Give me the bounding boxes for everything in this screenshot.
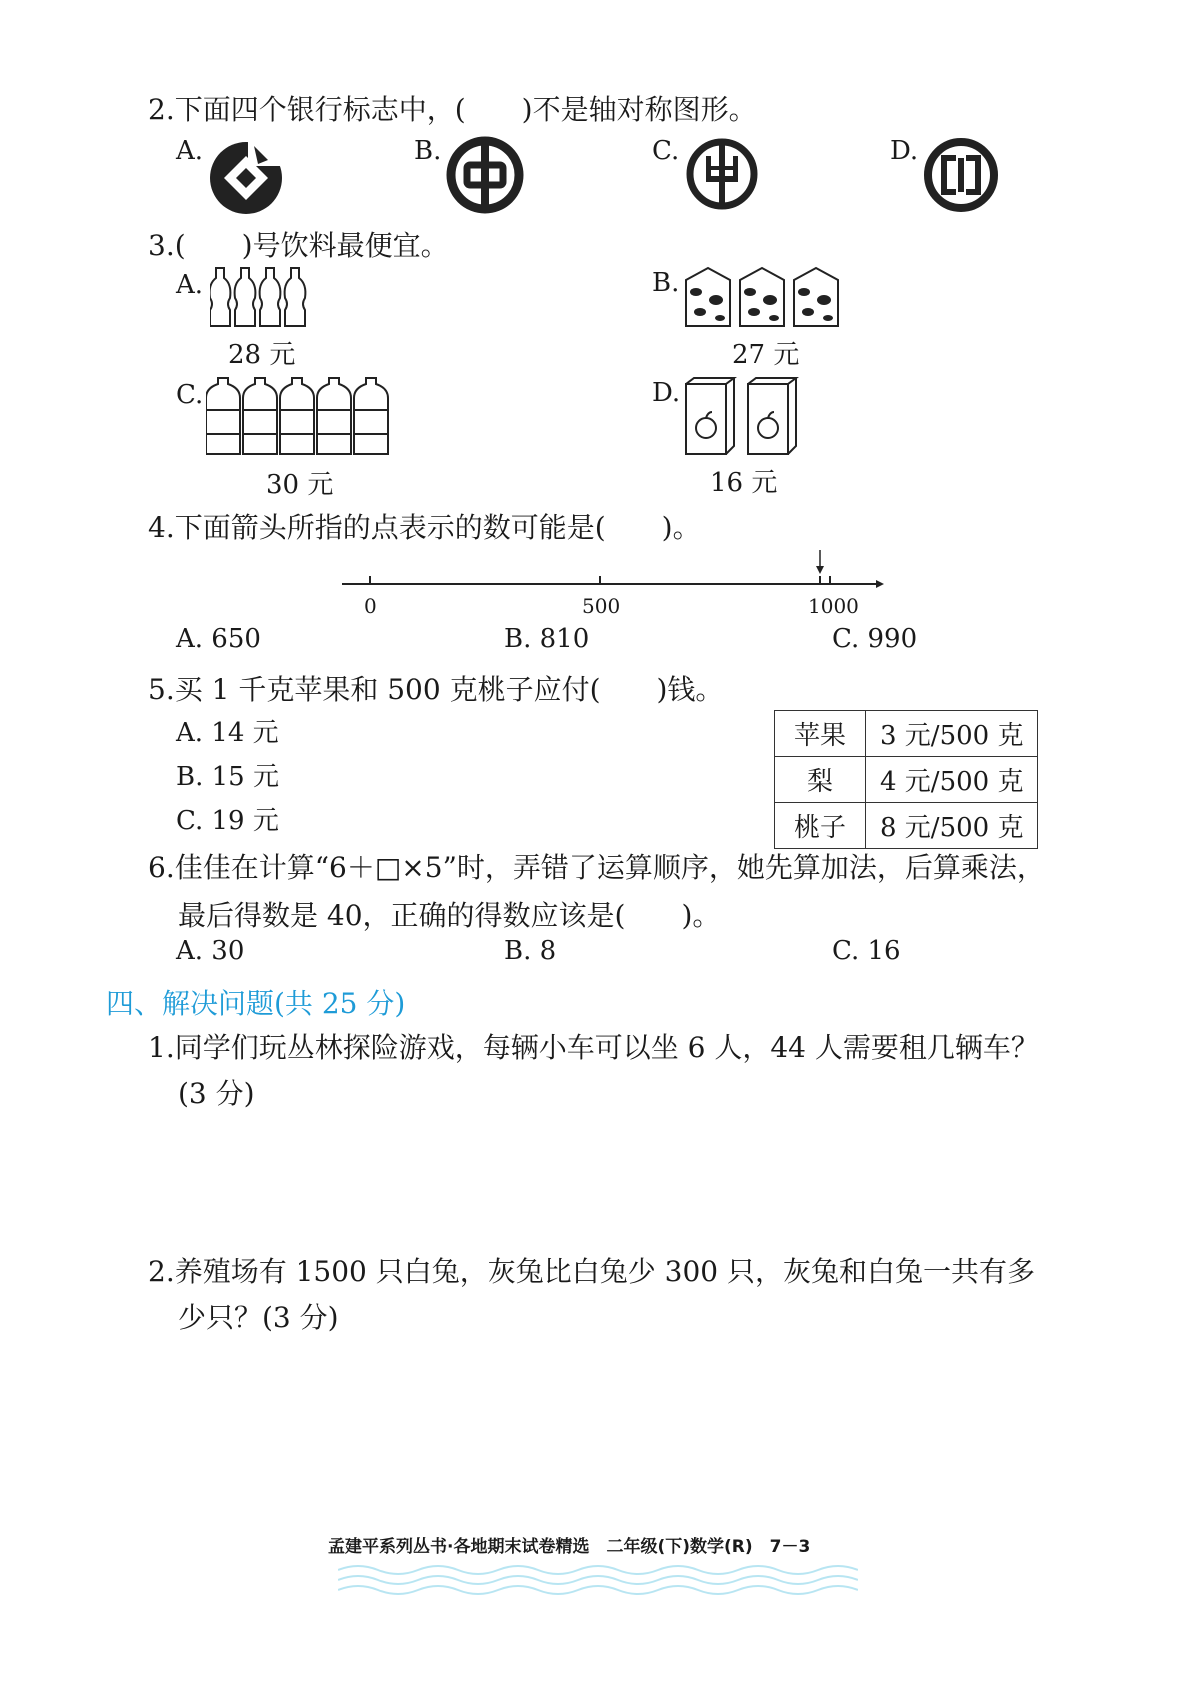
q2-option-c-label: C. [652, 136, 680, 166]
water-bottles-icon [206, 376, 390, 458]
q3-option-b-label: B. [652, 268, 680, 298]
fruit-price-table [774, 710, 1038, 849]
q6-stem-line1: 6.佳佳在计算“6＋□×5”时，弄错了运算顺序，她先算加法，后算乘法， [148, 851, 1045, 884]
fruit-price: 4 元/500 克 [866, 757, 1038, 803]
fruit-price: 8 元/500 克 [866, 803, 1038, 849]
footer-wave-decoration [338, 1560, 858, 1600]
apple-juice-boxes-icon [684, 376, 802, 456]
problem1-line1: 1.同学们玩丛林探险游戏，每辆小车可以坐 6 人，44 人需要租几辆车？ [148, 1031, 1039, 1064]
milk-cartons-icon [684, 266, 840, 328]
fruit-name: 梨 [775, 757, 866, 803]
q6-option-a: A. 30 [176, 936, 245, 966]
q6-option-b: B. 8 [504, 936, 557, 966]
ccb-logo-icon [208, 140, 284, 216]
fruit-name: 苹果 [775, 711, 866, 757]
q4-option-b: B. 810 [504, 624, 590, 654]
q4-option-c: C. 990 [832, 624, 918, 654]
number-line-tick-500: 500 [582, 594, 621, 618]
q3-option-b-price: 27 元 [732, 340, 800, 370]
problem2-line1: 2.养殖场有 1500 只白兔，灰兔比白兔少 300 只，灰兔和白兔一共有多 [148, 1255, 1036, 1288]
q3-option-c-price: 30 元 [266, 470, 334, 500]
page-footer: 孟建平系列丛书·各地期末试卷精选 二年级(下)数学(R) 7－3 [328, 1537, 811, 1557]
q2-option-b-label: B. [414, 136, 442, 166]
q5-option-c: C. 19 元 [176, 806, 279, 836]
q3-stem: 3.( )号饮料最便宜。 [148, 229, 449, 262]
table-row [775, 803, 1038, 849]
q5-option-b: B. 15 元 [176, 762, 279, 792]
section-heading: 四、解决问题(共 25 分) [106, 987, 406, 1020]
table-row [775, 711, 1038, 757]
number-line-tick-1000: 1000 [808, 594, 859, 618]
q2-option-a-label: A. [176, 136, 204, 166]
q4-stem: 4.下面箭头所指的点表示的数可能是( )。 [148, 511, 701, 544]
number-line-tick-0: 0 [364, 594, 377, 618]
q5-stem: 5.买 1 千克苹果和 500 克桃子应付( )钱。 [148, 673, 724, 706]
boc-logo-icon [446, 136, 524, 214]
abc-logo-icon [684, 136, 760, 212]
fruit-name: 桃子 [775, 803, 866, 849]
q6-option-c: C. 16 [832, 936, 901, 966]
q5-option-a: A. 14 元 [176, 718, 279, 748]
q4-option-a: A. 650 [176, 624, 261, 654]
q3-option-a-label: A. [176, 270, 204, 300]
q3-option-d-label: D. [652, 378, 681, 408]
q3-option-a-price: 28 元 [228, 340, 296, 370]
q3-option-d-price: 16 元 [710, 468, 778, 498]
q6-stem-line2: 最后得数是 40，正确的得数应该是( )。 [178, 899, 721, 932]
table-row [775, 757, 1038, 803]
icbc-logo-icon [922, 136, 1000, 214]
fruit-price: 3 元/500 克 [866, 711, 1038, 757]
q2-option-d-label: D. [890, 136, 919, 166]
cola-bottles-icon [210, 266, 310, 330]
pointer-arrow-icon [816, 550, 824, 574]
problem1-line2: (3 分) [178, 1077, 255, 1110]
q3-option-c-label: C. [176, 380, 204, 410]
q2-stem: 2.下面四个银行标志中，( )不是轴对称图形。 [148, 93, 757, 126]
problem2-line2: 少只？(3 分) [178, 1301, 339, 1334]
